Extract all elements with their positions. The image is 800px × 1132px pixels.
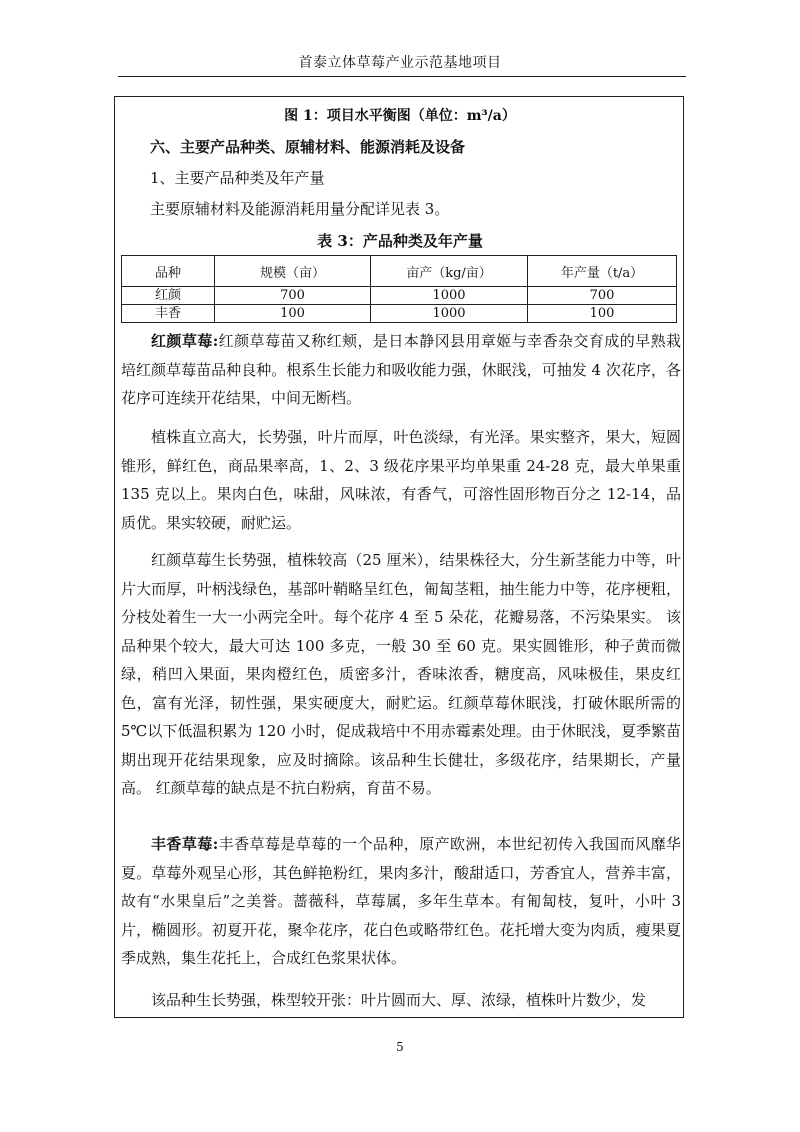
table-row xyxy=(122,305,677,323)
table-header-row xyxy=(122,256,677,287)
paragraph-lead: 丰香草莓: xyxy=(151,835,219,853)
table-cell: 100 xyxy=(528,305,677,323)
paragraph-fengxiang-growth: 该品种生长势强，株型较开张：叶片圆而大、厚、浓绿，植株叶片数少，发 xyxy=(151,991,647,1009)
table-cell: 丰香 xyxy=(122,305,215,323)
table-row xyxy=(122,287,677,305)
header-divider xyxy=(118,76,686,77)
page-header-title: 首泰立体草莓产业示范基地项目 xyxy=(298,55,502,71)
table-cell: 700 xyxy=(215,287,371,305)
table-caption: 表 3：产品种类及年产量 xyxy=(317,232,483,250)
table-cell: 700 xyxy=(528,287,677,305)
page-number: 5 xyxy=(396,1040,404,1054)
table-cell: 红颜 xyxy=(122,287,215,305)
section-intro: 主要原辅材料及能源消耗用量分配详见表 3。 xyxy=(150,200,450,218)
table-header-cell: 规模（亩） xyxy=(215,256,371,287)
table-cell: 100 xyxy=(215,305,371,323)
product-table xyxy=(121,255,677,323)
section-title: 六、主要产品种类、原辅材料、能源消耗及设备 xyxy=(150,138,466,156)
table-header-cell: 品种 xyxy=(122,256,215,287)
paragraph-text: 红颜草莓苗又称红颊，是日本静冈县用章姬与幸香杂交育成的早熟栽培红颜草莓苗品种良种。根系生长能力和吸收能力强，休眠浅，可抽发 4 次花序，各花序可连续开花结果，中间无断档。 xyxy=(121,332,681,407)
section-subtitle: 1、主要产品种类及年产量 xyxy=(150,169,325,187)
paragraph-text: 丰香草莓是草莓的一个品种，原产欧洲，本世纪初传入我国而风靡华夏。草莓外观呈心形，其色鲜艳粉红，果肉多汁，酸甜适口，芳香宜人，营养丰富，故有“水果皇后”之美誉。蔷薇科，草莓属，多年生草本。有匍匐枝，复叶，小叶 3 片，椭圆形。初夏开花，聚伞花序，花白色或略带红色。花托增大变为肉质，瘦果夏季成熟，集生花托上，合成红色浆果状体。 xyxy=(121,835,681,967)
paragraph-hongyan-intro xyxy=(121,327,681,413)
table-header-cell: 亩产（kg/亩） xyxy=(371,256,528,287)
table-cell: 1000 xyxy=(371,305,528,323)
table-header-cell: 年产量（t/a） xyxy=(528,256,677,287)
table-cell: 1000 xyxy=(371,287,528,305)
paragraph-hongyan-growth: 红颜草莓生长势强，植株较高（25 厘米），结果株径大，分生新茎能力中等，叶片大而厚，叶柄浅绿色，基部叶鞘略呈红色，匍匐茎粗，抽生能力中等，花序梗粗，分枝处着生一大一小两完全叶。每个花序 4 至 5 朵花，花瓣易落，不污染果实。 该品种果个较大，最大可达 100 多克，一般 30 至 60 克。果实圆锥形，种子黄而微绿，稍凹入果面，果肉橙红色，质密多汁，香味浓香，糖度高，风味极佳，果皮红色，富有光泽，韧性强，果实硬度大，耐贮运。红颜草莓休眠浅，打破休眠所需的 5℃以下低温积累为 120 小时，促成栽培中不用赤霉素处理。由于休眠浅，夏季繁苗期出现开花结果现象，应及时摘除。该品种生长健壮，多级花序，结果期长，产量高。 红颜草莓的缺点是不抗白粉病，育苗不易。 xyxy=(121,551,681,797)
paragraph-lead: 红颜草莓: xyxy=(151,332,219,350)
paragraph-hongyan-plant: 植株直立高大，长势强，叶片而厚，叶色淡绿，有光泽。果实整齐，果大，短圆锥形，鲜红色，商品果率高，1、2、3 级花序果平均单果重 24-28 克，最大单果重 135 克以上。果肉白色，味甜，风味浓，有香气，可溶性固形物百分之 12-14，品质优。果实较硬，耐贮运。 xyxy=(121,428,681,532)
figure-caption: 图 1：项目水平衡图（单位：m³/a） xyxy=(284,108,516,124)
paragraph-fengxiang-intro xyxy=(121,830,681,973)
